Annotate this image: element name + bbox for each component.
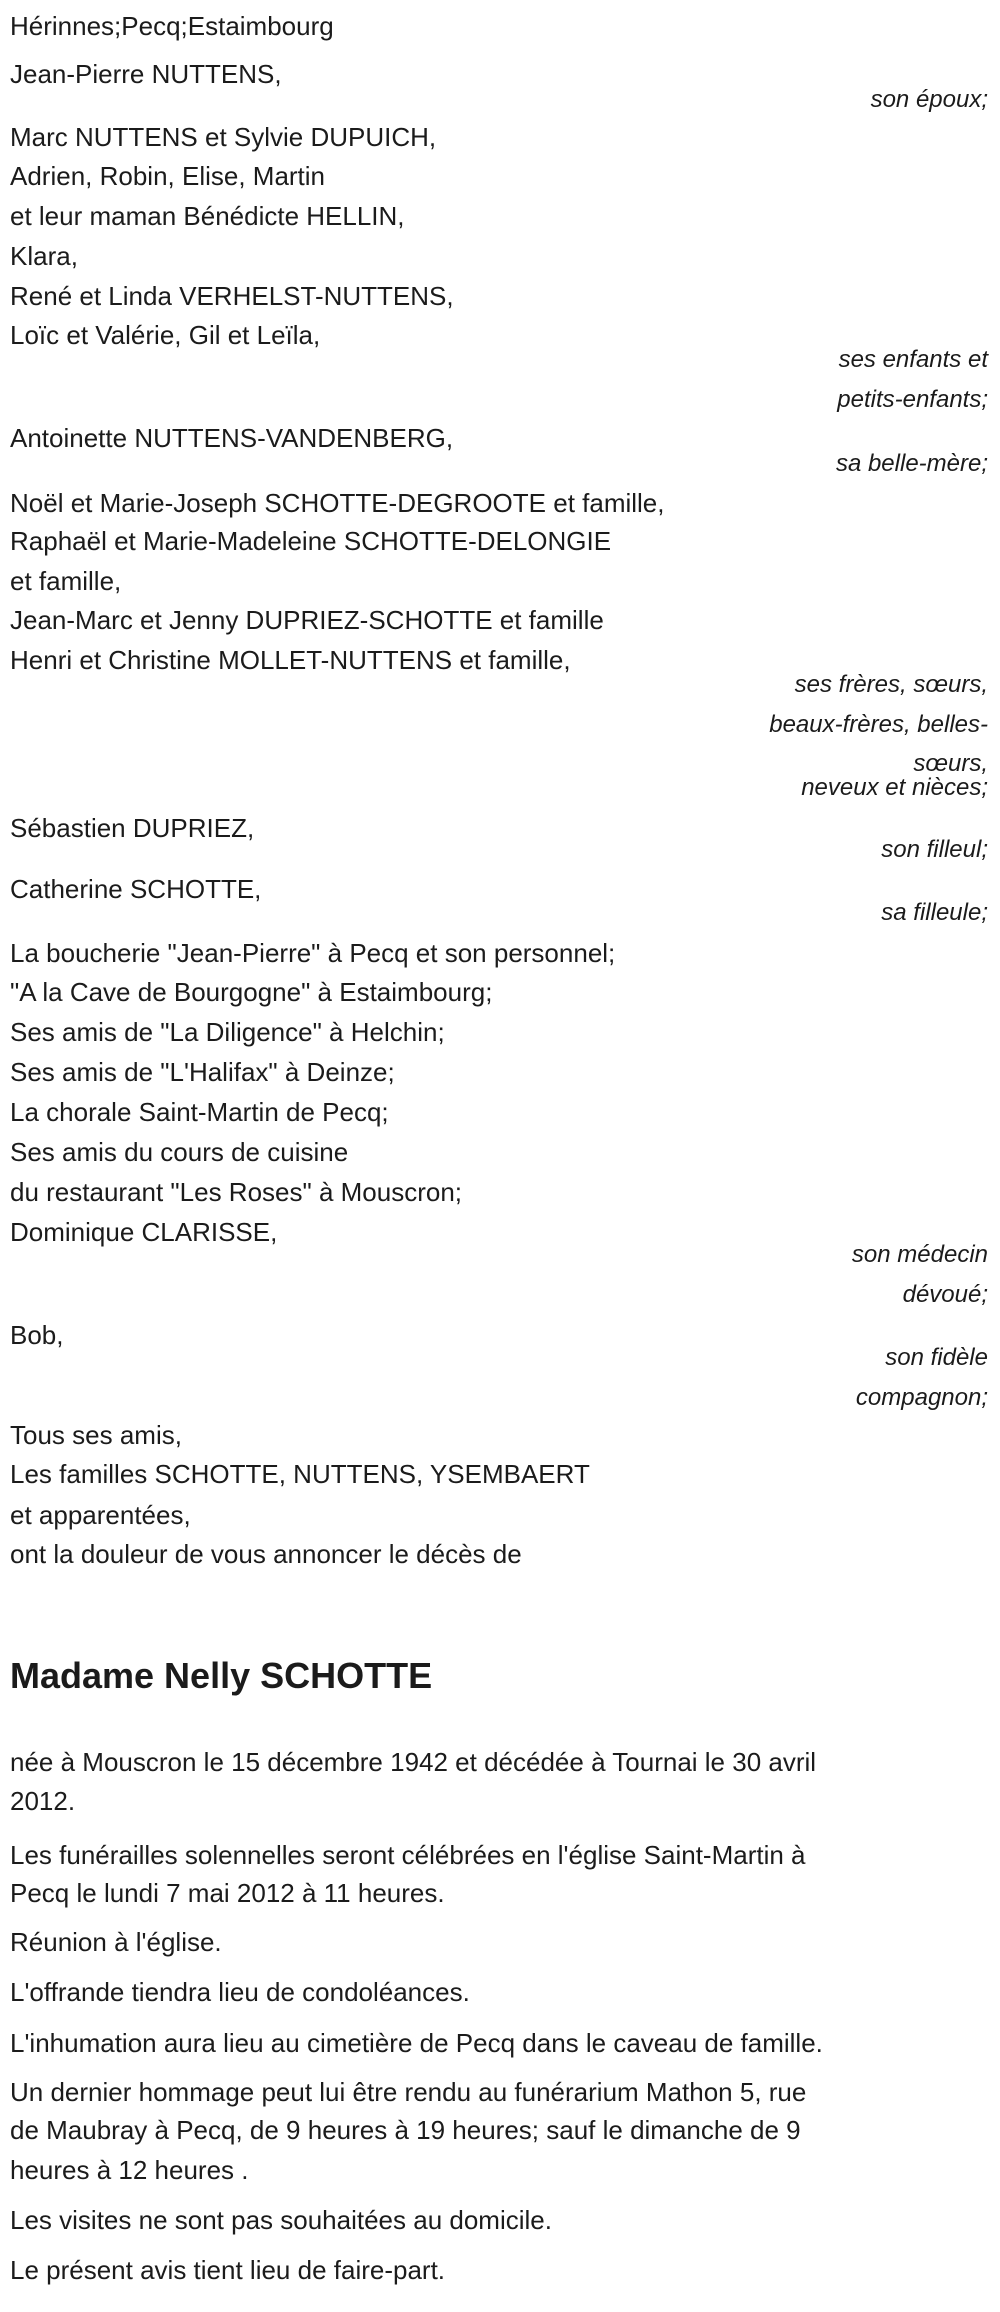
detail-line: L'offrande tiendra lieu de condoléances. <box>10 1977 470 2007</box>
relation: ses frères, sœurs, <box>794 671 988 698</box>
family-line: La chorale Saint-Martin de Pecq; <box>10 1097 389 1127</box>
announcement: ont la douleur de vous annoncer le décès de <box>10 1539 522 1569</box>
relation: son fidèle <box>885 1344 988 1371</box>
detail-line: Pecq le lundi 7 mai 2012 à 11 heures. <box>10 1878 445 1908</box>
relation: neveux et nièces; <box>801 774 988 801</box>
family-line: La boucherie "Jean-Pierre" à Pecq et son personnel; <box>10 938 616 968</box>
relation: beaux-frères, belles- <box>769 711 988 738</box>
relation: dévoué; <box>902 1281 988 1308</box>
detail-line: Le présent avis tient lieu de faire-part. <box>10 2255 446 2285</box>
family-line: Ses amis de "L'Halifax" à Deinze; <box>10 1057 395 1087</box>
family-line: du restaurant "Les Roses" à Mouscron; <box>10 1177 463 1207</box>
family-line: Antoinette NUTTENS-VANDENBERG, <box>10 423 454 453</box>
detail-line: Les funérailles solennelles seront célébrées en l'église Saint-Martin à <box>10 1840 806 1870</box>
family-line: "A la Cave de Bourgogne" à Estaimbourg; <box>10 977 493 1007</box>
family-line: Bob, <box>10 1320 64 1350</box>
family-line: Tous ses amis, <box>10 1420 182 1450</box>
family-line: Les familles SCHOTTE, NUTTENS, YSEMBAERT <box>10 1459 590 1489</box>
relation: ses enfants et <box>838 346 988 373</box>
relation: sa filleule; <box>881 899 988 926</box>
detail-line: L'inhumation aura lieu au cimetière de Pecq dans le caveau de famille. <box>10 2028 823 2058</box>
relation: compagnon; <box>855 1384 988 1411</box>
relation: son époux; <box>870 86 988 113</box>
relation: sœurs, <box>913 750 988 777</box>
relation: son médecin <box>851 1241 988 1268</box>
detail-line: de Maubray à Pecq, de 9 heures à 19 heures; sauf le dimanche de 9 <box>10 2115 801 2145</box>
family-line: Noël et Marie-Joseph SCHOTTE-DEGROOTE et famille, <box>10 488 665 518</box>
deceased-name: Madame Nelly SCHOTTE <box>10 1655 433 1696</box>
family-line: Jean-Pierre NUTTENS, <box>10 59 282 89</box>
family-line: Marc NUTTENS et Sylvie DUPUICH, <box>10 122 437 152</box>
family-line: et apparentées, <box>10 1500 191 1530</box>
relation: son filleul; <box>881 836 988 863</box>
family-line: Klara, <box>10 241 78 271</box>
locations: Hérinnes;Pecq;Estaimbourg <box>10 11 334 41</box>
family-line: et leur maman Bénédicte HELLIN, <box>10 201 405 231</box>
family-line: Ses amis du cours de cuisine <box>10 1137 349 1167</box>
family-line: Sébastien DUPRIEZ, <box>10 813 255 843</box>
detail-line: Un dernier hommage peut lui être rendu au funérarium Mathon 5, rue <box>10 2077 807 2107</box>
detail-line: 2012. <box>10 1786 76 1816</box>
family-line: Ses amis de "La Diligence" à Helchin; <box>10 1017 445 1047</box>
family-line: et famille, <box>10 566 122 596</box>
detail-line: Réunion à l'église. <box>10 1927 222 1957</box>
family-line: René et Linda VERHELST-NUTTENS, <box>10 281 454 311</box>
family-line: Catherine SCHOTTE, <box>10 874 262 904</box>
family-line: Adrien, Robin, Elise, Martin <box>10 161 326 191</box>
detail-line: heures à 12 heures . <box>10 2155 249 2185</box>
family-line: Jean-Marc et Jenny DUPRIEZ-SCHOTTE et famille <box>10 605 604 635</box>
relation: sa belle-mère; <box>835 450 988 477</box>
relation: petits-enfants; <box>837 386 988 413</box>
family-line: Henri et Christine MOLLET-NUTTENS et famille, <box>10 645 571 675</box>
family-line: Loïc et Valérie, Gil et Leïla, <box>10 320 321 350</box>
detail-line: Les visites ne sont pas souhaitées au domicile. <box>10 2205 552 2235</box>
family-line: Dominique CLARISSE, <box>10 1217 278 1247</box>
family-line: Raphaël et Marie-Madeleine SCHOTTE-DELONGIE <box>10 526 612 556</box>
detail-line: née à Mouscron le 15 décembre 1942 et décédée à Tournai le 30 avril <box>10 1747 817 1777</box>
